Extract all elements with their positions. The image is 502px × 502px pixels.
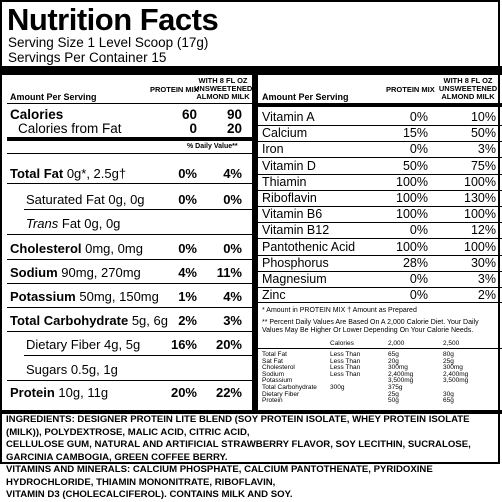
dv-calories-header: Calories xyxy=(330,340,354,347)
saturated-fat-milk: 0% xyxy=(223,192,242,207)
rule xyxy=(7,283,252,284)
vitamin-label: Vitamin D xyxy=(262,158,316,173)
rule xyxy=(7,307,252,308)
dv-cell-b: 80g xyxy=(443,351,454,358)
dv-cell-qual: Less Than xyxy=(330,370,361,378)
dv-cell-b: 30g xyxy=(443,390,454,398)
label-title: Nutrition Facts xyxy=(7,2,219,37)
footnote-amount: * Amount in PROTEIN MIX † Amount as Prepared xyxy=(262,307,417,314)
potassium-row: Potassium 50mg, 150mg xyxy=(10,289,159,304)
total-fat-row: Total Fat 0g*, 2.5g† xyxy=(10,166,127,181)
dv-cell-a: 375g xyxy=(388,384,403,391)
rule xyxy=(7,234,252,235)
ingredients-text: INGREDIENTS: DESIGNER PROTEIN LITE BLEND (SOY PROTEIN ISOLATE, WHEY PROTEIN ISOLATE (MILK)), POLYDEXTROSE, MALIC ACID, CITRIC ACID, CELLULOSE GUM, NATURAL AND ARTIFICIAL STRAWBERRY FLAVOR, SOY LECITHIN, SUCRALOSE, GARCINIA CAMBOGIA, GREEN COFFEE BERRY. VITAMINS AND MINERALS: CALCIUM PHOSPHATE, CALCIUM PANTOTHENATE, PYRIDOXINE HYDROCHLORIDE, THIAMIN MONONITRATE, RIBOFLAVIN, VITAMIN D3 (CHOLECALCIFEROL). CONTAINS MILK AND SOY. xyxy=(6,414,471,500)
saturated-fat-row: Saturated Fat 0g, 0g xyxy=(26,192,145,207)
vitamin-mix-value: 0% xyxy=(409,142,428,157)
serving-info xyxy=(8,35,208,65)
amount-per-serving-left: Amount Per Serving xyxy=(10,92,97,102)
rule-thick xyxy=(7,137,252,141)
potassium-milk: 4% xyxy=(223,289,242,304)
dv-cell-b: 25g xyxy=(443,357,454,365)
servings-per-container: Servings Per Container 15 xyxy=(8,50,167,65)
dietary-fiber-row: Dietary Fiber 4g, 5g xyxy=(26,337,141,352)
dv-cell-label: Protein xyxy=(262,397,283,405)
dv-cell-b: 65g xyxy=(443,397,454,405)
cholesterol-milk: 0% xyxy=(223,241,242,256)
vitamin-mix-value: 15% xyxy=(402,126,428,141)
calories-mix: 60 xyxy=(181,107,197,122)
dv-cell-qual: Less Than xyxy=(330,357,361,365)
rule xyxy=(258,302,502,303)
dv-2500-header: 2,500 xyxy=(443,340,460,347)
daily-value-header: % Daily Value** xyxy=(187,143,238,150)
rule xyxy=(7,103,252,104)
dv-cell-label: Total Carbohydrate xyxy=(262,384,317,391)
rule xyxy=(7,259,252,260)
dv-cell-a: 2,400mg xyxy=(388,370,414,378)
vitamin-mix-value: 100% xyxy=(396,191,428,205)
rule xyxy=(24,355,252,356)
calories-milk: 90 xyxy=(226,107,242,122)
total-carb-milk: 3% xyxy=(223,313,242,328)
vitamin-mix-value: 50% xyxy=(402,158,428,173)
trans-fat-row: Trans Fat 0g, 0g xyxy=(26,216,121,231)
dv-cell-label: Potassium xyxy=(262,377,293,385)
vitamin-milk-value: 3% xyxy=(477,142,496,157)
dv-cell-a: 50g xyxy=(388,397,399,405)
almond-milk-header-left: WITH 8 FL OZ UNSWEETENED ALMOND MILK xyxy=(194,76,253,101)
vitamin-milk-value: 12% xyxy=(470,223,496,238)
serving-size: Serving Size 1 Level Scoop (17g) xyxy=(8,35,209,50)
rule xyxy=(258,348,502,349)
vitamin-mix-value: 100% xyxy=(396,239,428,254)
sodium-mix: 4% xyxy=(178,265,197,280)
dv-cell-label: Total Fat xyxy=(262,351,287,358)
dv-cell-a: 3,500mg xyxy=(388,377,414,385)
footnote-dv-1: ** Percent Daily Values Are Based On A 2,000 Calorie Diet. Your Daily xyxy=(262,319,479,326)
vitamin-mix-value: 0% xyxy=(409,110,428,124)
top-thick-bar xyxy=(2,66,502,75)
dv-cell-a: 65g xyxy=(388,351,399,358)
total-fat-mix: 0% xyxy=(178,166,197,181)
vitamin-label: Riboflavin xyxy=(262,191,317,205)
vitamin-label: Vitamin B12 xyxy=(262,223,330,238)
dv-cell-qual: 300g xyxy=(330,384,345,391)
dv-cell-b: 300mg xyxy=(443,364,463,372)
vitamin-mix-value: 0% xyxy=(409,272,428,286)
footnote-dv-2: Values May Be Higher Or Lower Depending On Your Calorie Needs. xyxy=(262,327,474,334)
protein-mix: 20% xyxy=(170,385,197,400)
dv-cell-qual: Less Than xyxy=(330,351,361,358)
vitamin-label: Calcium xyxy=(262,126,308,141)
calories-fat-mix: 0 xyxy=(189,121,197,136)
cholesterol-mix: 0% xyxy=(178,241,197,256)
dietary-fiber-milk: 20% xyxy=(215,337,242,352)
rule xyxy=(24,209,252,210)
vitamin-milk-value: 10% xyxy=(470,110,496,124)
dietary-fiber-mix: 16% xyxy=(170,337,197,352)
dv-cell-b: 3,500mg xyxy=(443,377,469,385)
sodium-row: Sodium 90mg, 270mg xyxy=(10,265,141,280)
dv-cell-label: Sat Fat xyxy=(262,357,283,365)
cholesterol-row: Cholesterol 0mg, 0mg xyxy=(10,241,143,256)
dv-cell-label: Sodium xyxy=(262,370,285,378)
rule xyxy=(7,380,252,381)
rule-thick xyxy=(258,103,502,107)
protein-mix-header-left: PROTEIN MIX xyxy=(150,85,199,94)
vitamin-mix-value: 100% xyxy=(396,174,428,189)
vitamin-milk-value: 75% xyxy=(470,158,496,173)
vitamin-label: Zinc xyxy=(262,288,286,303)
calories-from-fat-label: Calories from Fat xyxy=(18,121,122,136)
vitamin-mix-value: 100% xyxy=(396,207,428,222)
vitamin-milk-value: 30% xyxy=(470,255,496,270)
vitamin-mix-value: 0% xyxy=(409,288,428,303)
total-carb-mix: 2% xyxy=(178,313,197,328)
calories-label: Calories xyxy=(10,107,64,122)
dv-2000-header: 2,000 xyxy=(388,340,405,347)
dv-cell-b: 2,400mg xyxy=(443,370,469,378)
rule xyxy=(7,331,252,332)
rule xyxy=(7,153,252,154)
rule xyxy=(7,183,252,184)
vitamin-milk-value: 100% xyxy=(464,174,496,189)
protein-milk: 22% xyxy=(215,385,242,400)
vitamin-label: Pantothenic Acid xyxy=(262,239,356,254)
vitamin-milk-value: 100% xyxy=(464,207,496,222)
right-column xyxy=(258,75,502,410)
vitamin-label: Vitamin B6 xyxy=(262,207,323,222)
dv-cell-label: Cholesterol xyxy=(262,364,295,372)
total-fat-milk: 4% xyxy=(223,166,242,181)
protein-row: Protein 10g, 11g xyxy=(10,385,109,400)
vitamin-label: Magnesium xyxy=(262,272,327,286)
left-column xyxy=(2,75,252,410)
dv-cell-label: Dietary Fiber xyxy=(262,390,300,398)
sugars-row: Sugars 0.5g, 1g xyxy=(26,362,118,377)
protein-mix-header-right: PROTEIN MIX xyxy=(386,85,435,94)
vitamin-milk-value: 100% xyxy=(464,239,496,254)
vitamin-milk-value: 2% xyxy=(477,288,496,303)
saturated-fat-mix: 0% xyxy=(178,192,197,207)
sodium-milk: 11% xyxy=(216,265,242,280)
vitamin-milk-value: 130% xyxy=(464,191,496,205)
vitamin-label: Thiamin xyxy=(262,174,307,189)
dv-cell-a: 25g xyxy=(388,390,399,398)
vitamin-milk-value: 3% xyxy=(477,272,496,286)
total-carb-row: Total Carbohydrate 5g, 6g xyxy=(10,313,168,328)
dv-cell-qual: Less Than xyxy=(330,364,361,372)
dv-cell-a: 300mg xyxy=(388,364,408,372)
calories-fat-milk: 20 xyxy=(226,121,242,136)
vitamin-label: Iron xyxy=(262,142,284,157)
vitamin-label: Vitamin A xyxy=(262,110,315,124)
amount-per-serving-right: Amount Per Serving xyxy=(262,92,349,102)
vitamin-milk-value: 50% xyxy=(470,126,496,141)
dv-cell-a: 20g xyxy=(388,357,399,365)
vitamin-mix-value: 28% xyxy=(402,255,428,270)
potassium-mix: 1% xyxy=(178,289,197,304)
almond-milk-header-right: WITH 8 FL OZ UNSWEETENED ALMOND MILK xyxy=(438,76,498,101)
vitamin-label: Phosphorus xyxy=(262,255,329,270)
vitamin-mix-value: 0% xyxy=(409,223,428,238)
